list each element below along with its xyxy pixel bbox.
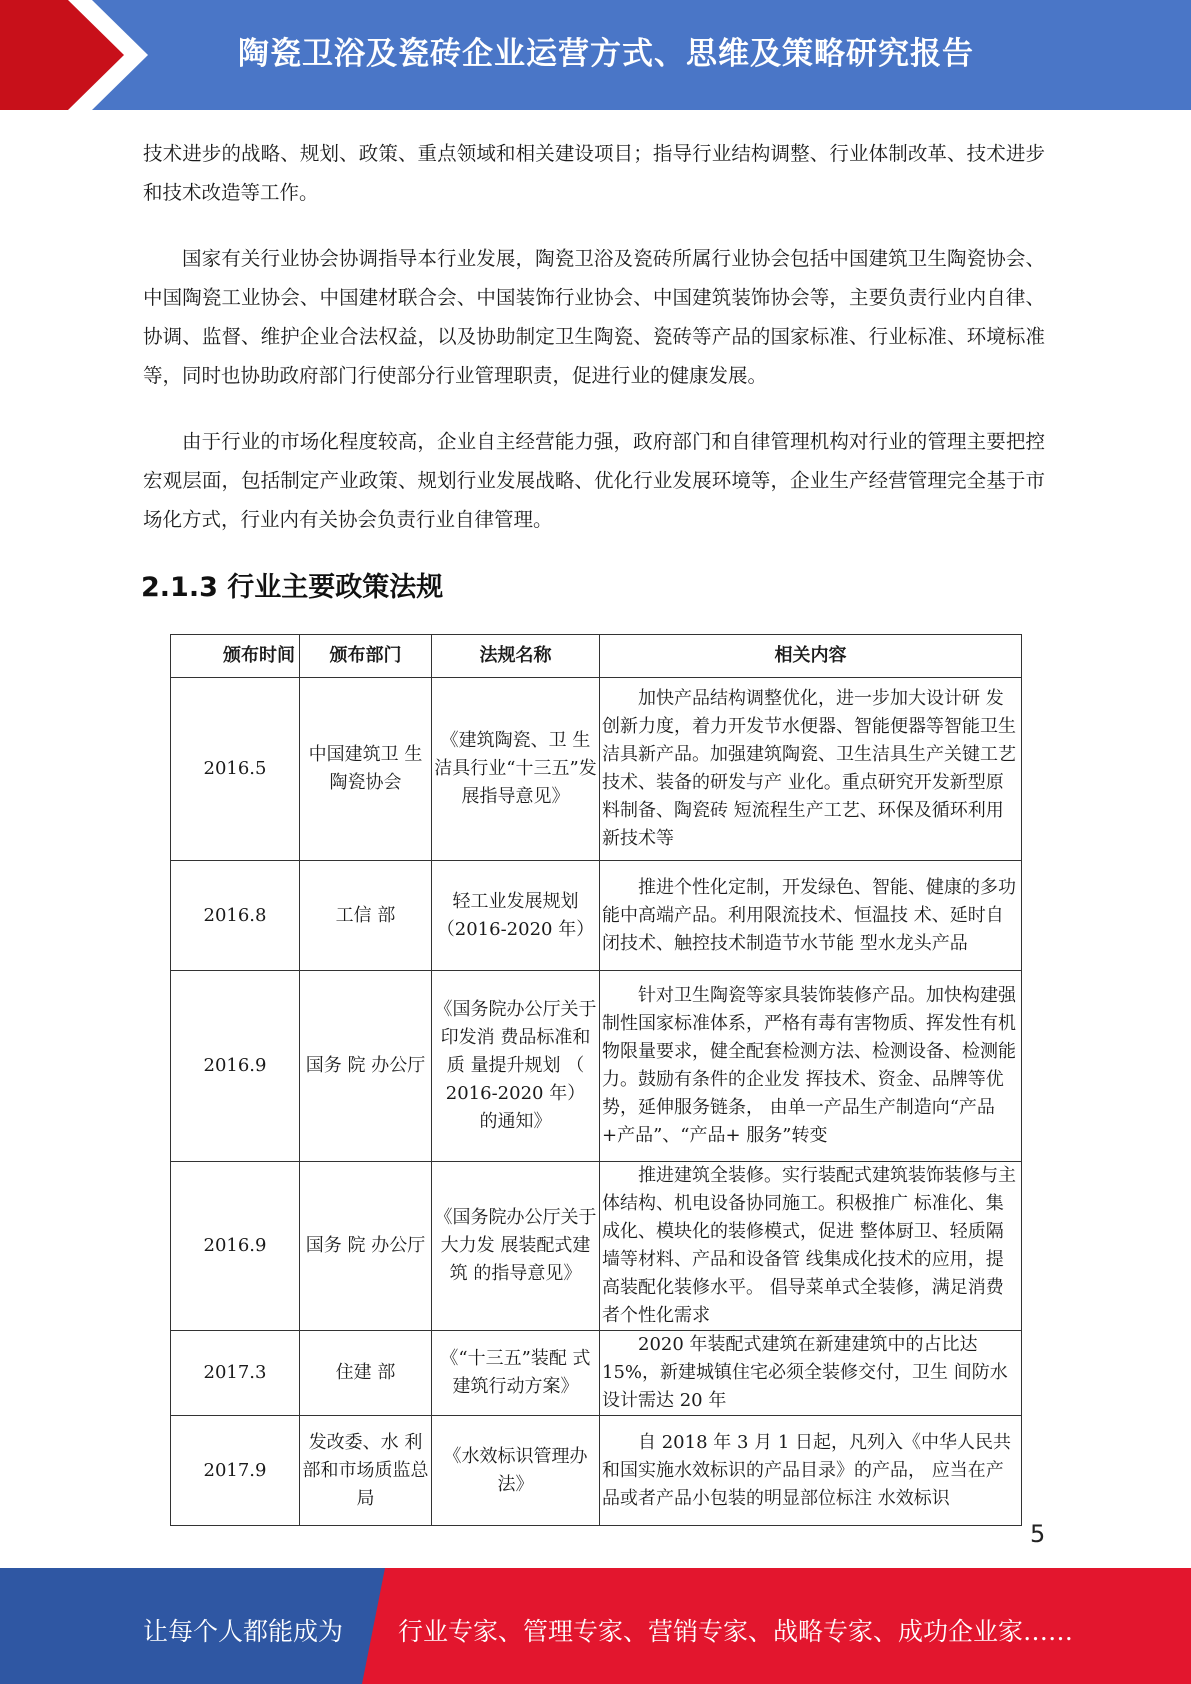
- cell-law: 轻工业发展规划（2016-2020 年）: [432, 861, 600, 971]
- cell-date: 2016.5: [171, 678, 300, 861]
- table-header-row: [171, 635, 1022, 678]
- footer-slogan-right: 行业专家、管理专家、营销专家、战略专家、成功企业家……: [398, 1617, 1074, 1646]
- cell-dept: 国务 院 办公厅: [300, 971, 432, 1162]
- cell-dept: 中国建筑卫 生陶瓷协会: [300, 678, 432, 861]
- cell-law: 《水效标识管理办法》: [432, 1416, 600, 1526]
- report-title: 陶瓷卫浴及瓷砖企业运营方式、思维及策略研究报告: [238, 36, 974, 72]
- cell-law: 《建筑陶瓷、卫 生洁具行业“十三五”发展指导意见》: [432, 678, 600, 861]
- cell-date: 2016.8: [171, 861, 300, 971]
- table-row: [171, 1162, 1022, 1331]
- policy-table: [170, 634, 1022, 1526]
- paragraph-2: 国家有关行业协会协调指导本行业发展，陶瓷卫浴及瓷砖所属行业协会包括中国建筑卫生陶瓷协会、中国陶瓷工业协会、中国建材联合会、中国装饰行业协会、中国建筑装饰协会等，主要负责行业内自律、协调、监督、维护企业合法权益，以及协助制定卫生陶瓷、瓷砖等产品的国家标准、行业标准、环境标准等，同时也协助政府部门行使部分行业管理职责，促进行业的健康发展。: [143, 247, 1045, 387]
- cell-dept: 国务 院 办公厅: [300, 1162, 432, 1331]
- paragraph-3: 由于行业的市场化程度较高，企业自主经营能力强，政府部门和自律管理机构对行业的管理主要把控宏观层面，包括制定产业政策、规划行业发展战略、优化行业发展环境等，企业生产经营管理完全基于市场化方式，行业内有关协会负责行业自律管理。: [143, 430, 1045, 531]
- cell-content: 加快产品结构调整优化，进一步加大设计研 发创新力度，着力开发节水便器、智能便器等智能卫生洁具新产品。加强建筑陶瓷、卫生洁具生产关键工艺技术、装备的研发与产 业化。重点研究开发新型原料制备、陶瓷砖 短流程生产工艺、环保及循环利用新技术等: [600, 678, 1022, 861]
- cell-content: 自 2018 年 3 月 1 日起，凡列入《中华人民共和国实施水效标识的产品目录》的产品， 应当在产品或者产品小包装的明显部位标注 水效标识: [600, 1416, 1022, 1526]
- table-row: [171, 1331, 1022, 1416]
- cell-law: 《国务院办公厅关于印发消 费品标准和质 量提升规划 （ 2016-2020 年） 的通知》: [432, 971, 600, 1162]
- cell-date: 2017.9: [171, 1416, 300, 1526]
- cell-content: 2020 年装配式建筑在新建建筑中的占比达15%，新建城镇住宅必须全装修交付，卫生 间防水设计需达 20 年: [600, 1331, 1022, 1416]
- cell-law: 《国务院办公厅关于大力发 展装配式建筑 的指导意见》: [432, 1162, 600, 1331]
- col-header-date: 颁布时间: [171, 635, 300, 678]
- paragraph-1: 技术进步的战略、规划、政策、重点领域和相关建设项目；指导行业结构调整、行业体制改革、技术进步和技术改造等工作。: [143, 142, 1045, 204]
- cell-law: 《“十三五”装配 式建筑行动方案》: [432, 1331, 600, 1416]
- cell-dept: 工信 部: [300, 861, 432, 971]
- cell-dept: 发改委、水 利部和市场质监总局: [300, 1416, 432, 1526]
- col-header-dept: 颁布部门: [300, 635, 432, 678]
- cell-date: 2016.9: [171, 1162, 300, 1331]
- col-header-content: 相关内容: [600, 635, 1022, 678]
- section-heading: 2.1.3 行业主要政策法规: [141, 572, 444, 603]
- cell-content: 针对卫生陶瓷等家具装饰装修产品。加快构建强制性国家标准体系，严格有毒有害物质、挥发性有机物限量要求，健全配套检测方法、检测设备、检测能力。鼓励有条件的企业发 挥技术、资金、品牌等优势，延伸服务链条， 由单一产品生产制造向“产品+产品”、“产品+ 服务”转变: [600, 971, 1022, 1162]
- cell-date: 2017.3: [171, 1331, 300, 1416]
- cell-date: 2016.9: [171, 971, 300, 1162]
- page-footer: [0, 1568, 1191, 1684]
- page-header: [0, 0, 1191, 110]
- table-row: [171, 1416, 1022, 1526]
- table-row: [171, 678, 1022, 861]
- body-text: [143, 134, 1045, 539]
- table-row: [171, 861, 1022, 971]
- col-header-law: 法规名称: [432, 635, 600, 678]
- cell-content: 推进建筑全装修。实行装配式建筑装饰装修与主体结构、机电设备协同施工。积极推广 标准化、集成化、模块化的装修模式，促进 整体厨卫、轻质隔墙等材料、产品和设备管 线集成化技术的应用，提高装配化装修水平。 倡导菜单式全装修，满足消费者个性化需求: [600, 1162, 1022, 1331]
- footer-slogan-left: 让每个人都能成为: [143, 1617, 344, 1646]
- page-number: 5: [1030, 1520, 1046, 1548]
- table-row: [171, 971, 1022, 1162]
- cell-content: 推进个性化定制，开发绿色、智能、健康的多功能中高端产品。利用限流技术、恒温技 术、延时自闭技术、触控技术制造节水节能 型水龙头产品: [600, 861, 1022, 971]
- cell-dept: 住建 部: [300, 1331, 432, 1416]
